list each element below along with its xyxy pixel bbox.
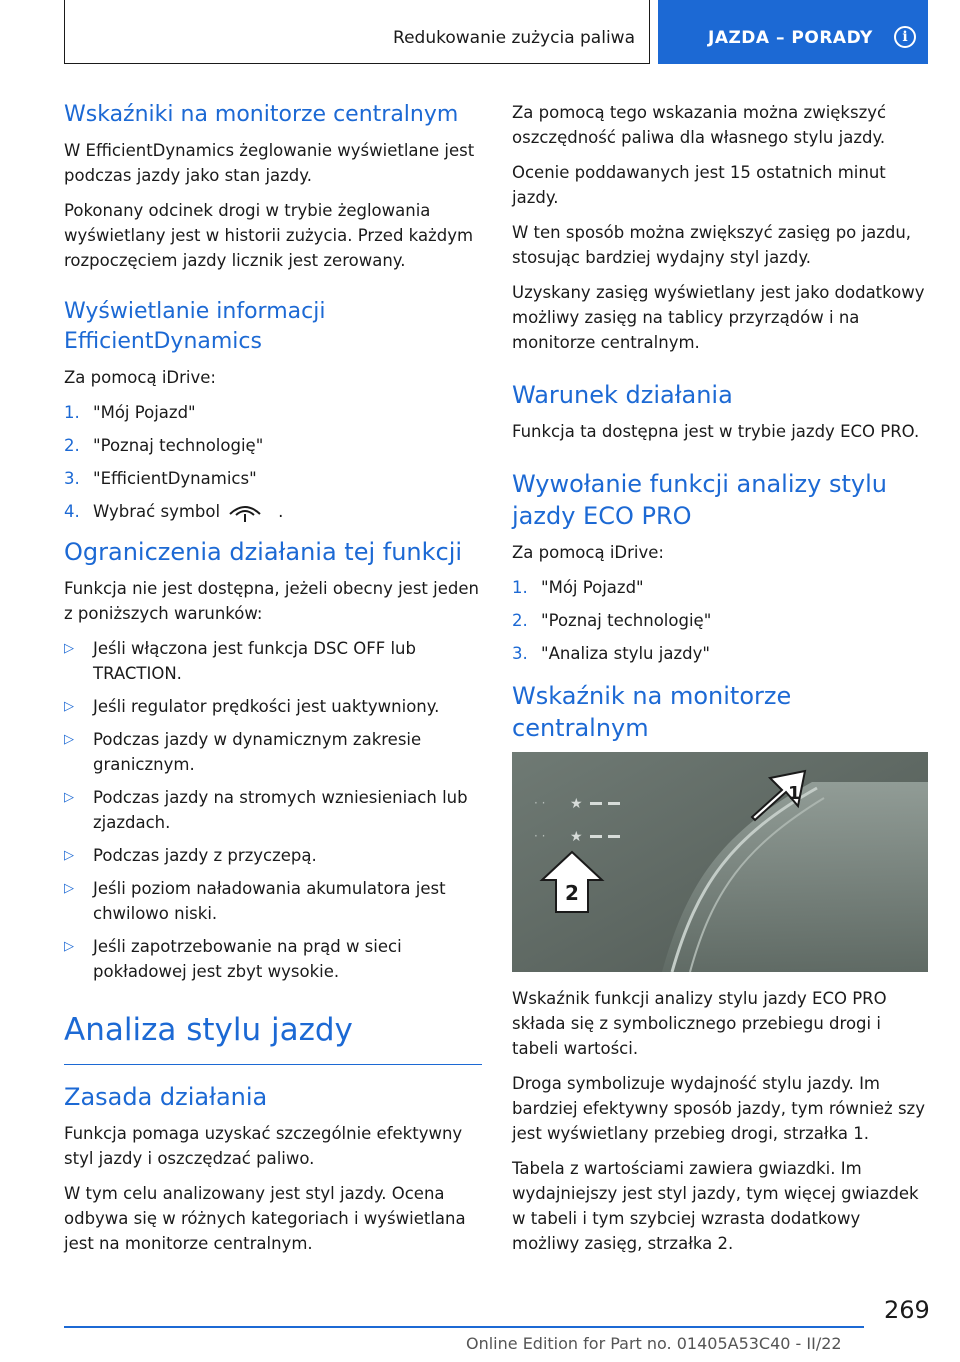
chapter-heading: Analiza stylu jazdy xyxy=(64,1010,482,1065)
step-number: 1. xyxy=(64,403,80,422)
list-item xyxy=(64,466,482,491)
step-text: "Poznaj technologię" xyxy=(541,611,712,630)
right-column xyxy=(512,100,930,1266)
heading-condition: Warunek działania xyxy=(512,381,733,409)
paragraph: Za pomocą iDrive: xyxy=(512,543,664,562)
step-number: 3. xyxy=(512,644,528,663)
car-road-icon xyxy=(226,502,264,524)
paragraph: Za pomocą tego wskazania można zwiększyć oszczędność paliwa dla własnego stylu jazdy. xyxy=(512,103,887,147)
list-item xyxy=(512,608,930,633)
steps-list xyxy=(64,400,482,524)
paragraph: Pokonany odcinek drogi w trybie żeglowania wyświetlany jest w historii zużycia. Przed każdym rozpoczęciem jazdy licznik jest zerowany. xyxy=(64,201,474,270)
step-text: "Poznaj technologię" xyxy=(93,436,264,455)
list-item xyxy=(512,575,930,600)
steps-list xyxy=(512,575,930,666)
paragraph: W tym celu analizowany jest styl jazdy. Ocena odbywa się w różnych kategoriach i wyświetlana jest na monitorze centralnym. xyxy=(64,1184,466,1253)
list-item: ▷ Jeśli regulator prędkości jest uaktywniony. xyxy=(64,697,440,716)
section-subtitle: Redukowanie zużycia paliwa xyxy=(393,28,635,48)
paragraph: Funkcja pomaga uzyskać szczególnie efektywny styl jazdy i oszczędzać paliwo. xyxy=(64,1124,463,1168)
step-suffix: . xyxy=(278,502,284,521)
arrow-2-label: 2 xyxy=(565,881,579,905)
list-item: ▷ Podczas jazdy z przyczepą. xyxy=(64,846,317,865)
list-item: ▷ Jeśli poziom naładowania akumulatora jest chwilowo niski. xyxy=(64,879,446,923)
step-number: 2. xyxy=(512,611,528,630)
paragraph: Funkcja nie jest dostępna, jeżeli obecny jest jeden z poniższych warunków: xyxy=(64,579,479,623)
footer-divider xyxy=(64,1326,864,1328)
conditions-list xyxy=(64,636,482,984)
eco-pro-display-figure xyxy=(512,752,928,972)
step-text: Wybrać symbol xyxy=(93,502,221,521)
header-box xyxy=(64,0,650,64)
heading-indicators: Wskaźniki na monitorze centralnym xyxy=(64,102,459,127)
step-number: 3. xyxy=(64,469,80,488)
paragraph: Uzyskany zasięg wyświetlany jest jako dodatkowy możliwy zasięg na tablicy przyrządów i na monitorze centralnym. xyxy=(512,283,925,352)
svg-text:★: ★ xyxy=(570,829,583,845)
heading-display-monitor: Wskaźnik na monitorze centralnym xyxy=(512,682,792,742)
paragraph: Za pomocą iDrive: xyxy=(64,368,216,387)
chapter-title: JAZDA – PORADY xyxy=(708,28,873,48)
heading-call-function: Wywołanie funkcji analizy stylu jazdy ECO PRO xyxy=(512,470,887,530)
svg-text:★: ★ xyxy=(570,796,583,812)
left-column xyxy=(64,100,482,1266)
heading-limitations: Ograniczenia działania tej funkcji xyxy=(64,538,463,566)
list-item: ▷ Podczas jazdy na stromych wzniesieniach lub zjazdach. xyxy=(64,788,468,832)
chapter-tab[interactable] xyxy=(658,0,928,64)
list-item xyxy=(512,641,930,666)
paragraph: Funkcja ta dostępna jest w trybie jazdy ECO PRO. xyxy=(512,422,920,441)
svg-text:· ·: · · xyxy=(534,796,546,810)
paragraph: W EfficientDynamics żeglowanie wyświetlane jest podczas jazdy jako stan jazdy. xyxy=(64,141,475,185)
edition-footer: Online Edition for Part no. 01405A53C40 - II/22 xyxy=(466,1334,842,1353)
paragraph: Droga symbolizuje wydajność stylu jazdy. Im bardziej efektywny sposób jazdy, tym również szy jest wyświetlany przebieg drogi, strzałka 1. xyxy=(512,1074,925,1143)
step-number: 2. xyxy=(64,436,80,455)
paragraph: Tabela z wartościami zawiera gwiazdki. Im wydajniejszy jest styl jazdy, tym więcej gwiazdek w tabeli i tym szybciej wzrasta dodatkowy możliwy zasięg, strzałka 2. xyxy=(512,1159,919,1253)
paragraph: Wskaźnik funkcji analizy stylu jazdy ECO PRO składa się z symbolicznego przebiegu drogi i tabeli wartości. xyxy=(512,989,887,1058)
info-icon[interactable]: i xyxy=(894,26,916,48)
step-text: "Analiza stylu jazdy" xyxy=(541,644,710,663)
svg-text:· ·: · · xyxy=(534,829,546,843)
step-text: "EfficientDynamics" xyxy=(93,469,257,488)
step-text: "Mój Pojazd" xyxy=(93,403,196,422)
heading-principle: Zasada działania xyxy=(64,1083,268,1111)
step-text: "Mój Pojazd" xyxy=(541,578,644,597)
list-item xyxy=(64,400,482,425)
list-item: ▷ Jeśli włączona jest funkcja DSC OFF lub TRACTION. xyxy=(64,639,416,683)
paragraph: W ten sposób można zwiększyć zasięg po jazdu, stosując bardziej wydajny styl jazdy. xyxy=(512,223,912,267)
step-number: 1. xyxy=(512,578,528,597)
list-item: ▷ Jeśli zapotrzebowanie na prąd w sieci pokładowej jest zbyt wysokie. xyxy=(64,937,402,981)
list-item xyxy=(64,433,482,458)
page-number: 269 xyxy=(884,1296,930,1324)
step-number: 4. xyxy=(64,502,80,521)
list-item: ▷ Podczas jazdy w dynamicznym zakresie granicznym. xyxy=(64,730,422,774)
arrow-1-label: 1 xyxy=(788,783,801,804)
list-item xyxy=(64,499,482,524)
paragraph: Ocenie poddawanych jest 15 ostatnich minut jazdy. xyxy=(512,163,886,207)
heading-display-info: Wyświetlanie informacji EfficientDynamics xyxy=(64,299,326,354)
